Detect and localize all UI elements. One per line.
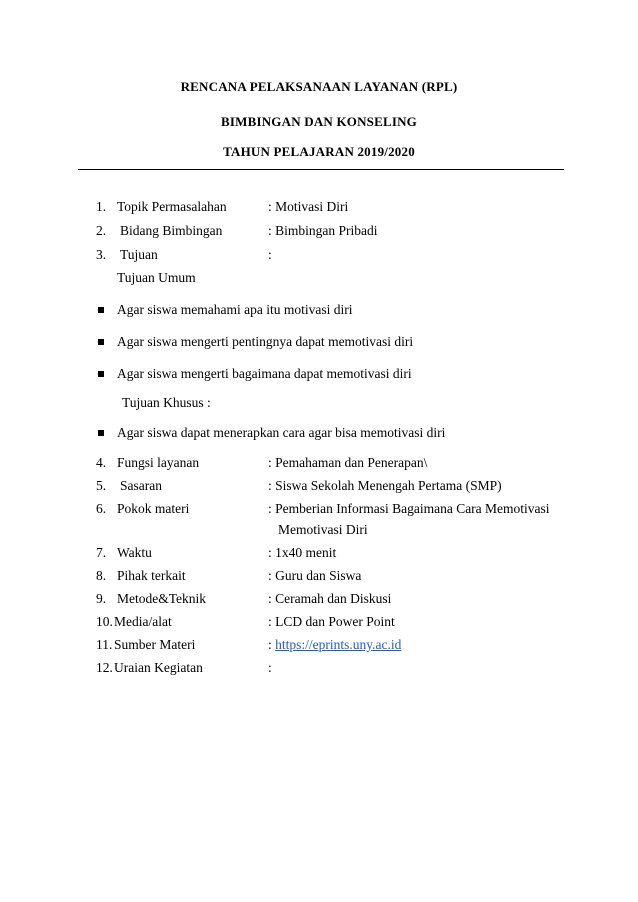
bullet-text: Agar siswa memahami apa itu motivasi diri: [117, 302, 353, 317]
item-value: : Ceramah dan Diskusi: [268, 591, 392, 606]
bullet-text: Agar siswa mengerti bagaimana dapat memotivasi diri: [117, 366, 412, 381]
header-divider: [78, 169, 564, 170]
item-value: : Pemberian Informasi Bagaimana Cara Memotivasi: [268, 501, 550, 516]
academic-year: TAHUN PELAJARAN 2019/2020: [223, 144, 415, 159]
item-number: 12.: [96, 660, 113, 675]
item-number: 11.: [96, 637, 113, 652]
item-value: : 1x40 menit: [268, 545, 337, 560]
tujuan-umum-heading: Tujuan Umum: [117, 270, 196, 285]
item-label: Sumber Materi: [114, 637, 196, 652]
item-label: Pokok materi: [117, 501, 190, 516]
item-number: 4.: [96, 455, 107, 470]
item-number: 10.: [96, 614, 113, 629]
item-number: 5.: [96, 478, 107, 493]
document-title: RENCANA PELAKSANAAN LAYANAN (RPL): [180, 79, 458, 94]
bullet-icon: [98, 339, 104, 345]
tujuan-khusus-heading: Tujuan Khusus :: [122, 395, 211, 410]
item-number: 2.: [96, 223, 107, 238]
item-number: 7.: [96, 545, 107, 560]
source-link[interactable]: https://eprints.uny.ac.id: [275, 637, 402, 652]
item-number: 3.: [96, 247, 107, 262]
item-value: : Bimbingan Pribadi: [268, 223, 378, 238]
item-value: :: [268, 660, 272, 675]
bullet-icon: [98, 307, 104, 313]
item-label: Pihak terkait: [117, 568, 186, 583]
item-value: [268, 637, 401, 653]
item-number: 1.: [96, 199, 107, 214]
item-value: : Motivasi Diri: [268, 199, 349, 214]
item-label: Media/alat: [114, 614, 172, 629]
item-number: 9.: [96, 591, 107, 606]
item-label: Bidang Bimbingan: [120, 223, 223, 238]
item-value-prefix: :: [268, 637, 272, 652]
item-value: : Guru dan Siswa: [268, 568, 362, 583]
item-value: : LCD dan Power Point: [268, 614, 395, 629]
item-label: Sasaran: [120, 478, 162, 493]
item-value: : Pemahaman dan Penerapan\: [268, 455, 428, 470]
item-value: : Siswa Sekolah Menengah Pertama (SMP): [268, 478, 502, 493]
item-value: :: [268, 247, 272, 262]
item-label: Topik Permasalahan: [117, 199, 227, 214]
item-label: Uraian Kegiatan: [114, 660, 203, 675]
document-subtitle: BIMBINGAN DAN KONSELING: [220, 114, 417, 129]
bullet-text: Agar siswa mengerti pentingnya dapat memotivasi diri: [117, 334, 414, 349]
item-label: Metode&Teknik: [117, 591, 207, 606]
bullet-icon: [98, 430, 104, 436]
item-number: 8.: [96, 568, 107, 583]
item-number: 6.: [96, 501, 107, 516]
bullet-icon: [98, 371, 104, 377]
bullet-text: Agar siswa dapat menerapkan cara agar bisa memotivasi diri: [117, 425, 446, 440]
item-label: Waktu: [117, 545, 152, 560]
item-label: Tujuan: [120, 247, 158, 262]
item-label: Fungsi layanan: [117, 455, 200, 470]
item-value-continuation: Memotivasi Diri: [278, 522, 368, 537]
